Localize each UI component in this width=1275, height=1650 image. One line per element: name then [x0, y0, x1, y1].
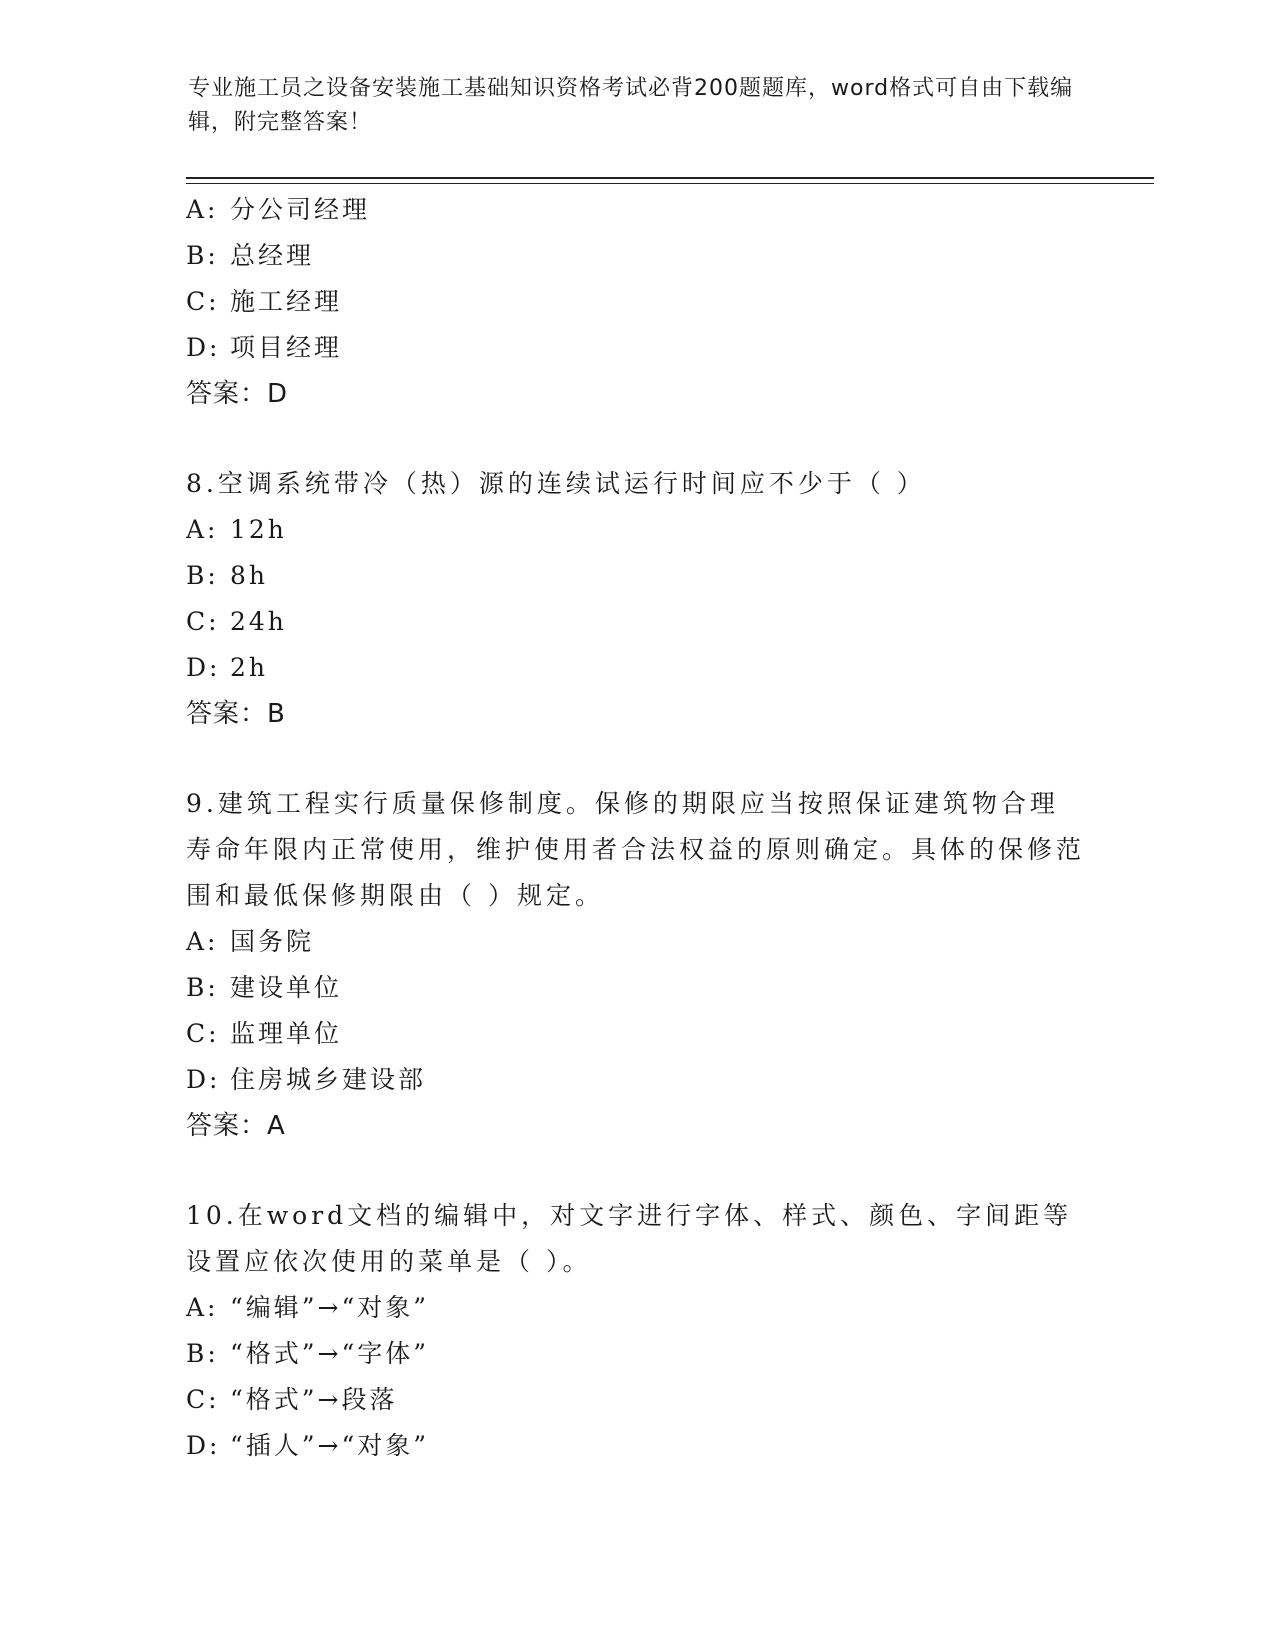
answer: 答案：A — [186, 1111, 286, 1141]
option-c: C: 施工经理 — [186, 287, 343, 316]
option-d: D: 项目经理 — [186, 333, 343, 362]
answer: 答案：D — [186, 379, 289, 409]
question-10 — [186, 1193, 1086, 1469]
option-b: B: 总经理 — [186, 241, 315, 270]
question-9 — [186, 781, 1086, 1149]
question-list — [186, 187, 1086, 1469]
option-a: A: 12h — [186, 515, 287, 544]
option-d: D: “插人”→“对象” — [186, 1431, 430, 1460]
question-text: 9.建筑工程实行质量保修制度。保修的期限应当按照保证建筑物合理寿命年限内正常使用，维护使用者合法权益的原则确定。具体的保修范围和最低保修期限由（ ）规定。 — [186, 789, 1086, 910]
option-c: C: 24h — [186, 607, 287, 636]
header-rule-thin — [186, 183, 1154, 184]
option-c: C: 监理单位 — [186, 1019, 343, 1048]
question-text: 8.空调系统带冷（热）源的连续试运行时间应不少于（ ） — [186, 469, 926, 498]
answer: 答案：B — [186, 699, 286, 729]
header-rule-thick — [186, 177, 1154, 179]
document-header: 专业施工员之设备安装施工基础知识资格考试必背200题题库，word格式可自由下载编辑，附完整答案！ — [188, 76, 1074, 135]
question-7 — [186, 187, 1086, 417]
option-a: A: 国务院 — [186, 927, 315, 956]
option-d: D: 2h — [186, 653, 269, 682]
option-c: C: “格式”→段落 — [186, 1385, 398, 1414]
option-d: D: 住房城乡建设部 — [186, 1065, 427, 1094]
question-8 — [186, 461, 1086, 737]
question-text: 10.在word文档的编辑中，对文字进行字体、样式、颜色、字间距等设置应依次使用的菜单是（ ）。 — [186, 1201, 1073, 1276]
option-b: B: 建设单位 — [186, 973, 343, 1002]
option-a: A: “编辑”→“对象” — [186, 1293, 430, 1322]
option-b: B: “格式”→“字体” — [186, 1339, 430, 1368]
option-a: A: 分公司经理 — [186, 195, 371, 224]
option-b: B: 8h — [186, 561, 269, 590]
